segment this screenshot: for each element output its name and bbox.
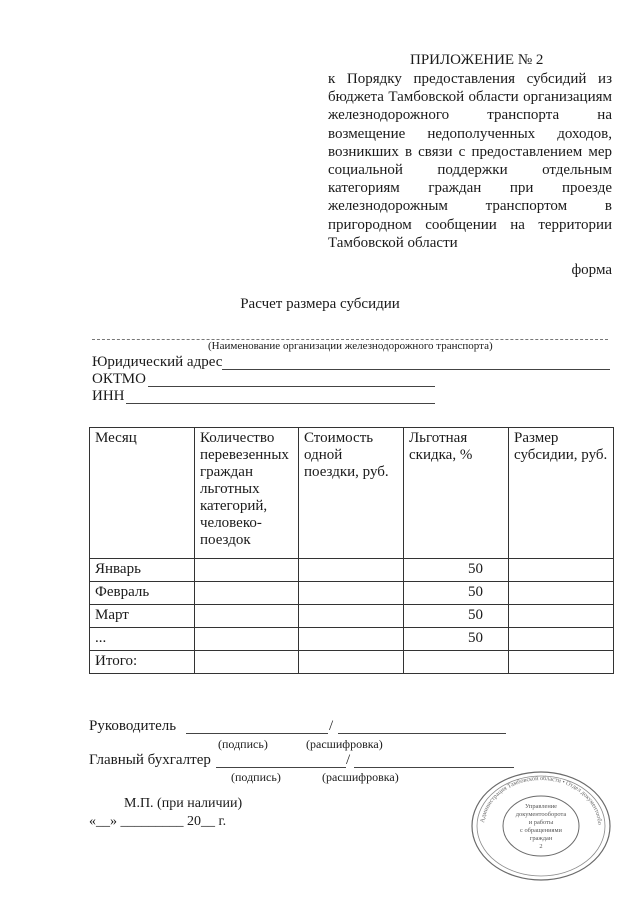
stamp-line: и работы [528, 819, 554, 826]
month-cell: ... [90, 628, 195, 651]
inn-line [126, 403, 435, 404]
month-cell: Март [90, 605, 195, 628]
passenger-count-cell [195, 628, 299, 651]
appendix-title: ПРИЛОЖЕНИЕ № 2 [410, 52, 544, 68]
appendix-text: к Порядку предоставления субсидий из бюджета Тамбовской области организациям железнодорожного транспорта на возмещение недополученных доходов, возникших в связи с предоставлением мер социальной поддержки отдельным категориям граждан при проезде железнодорожным транспортом в пригородном сообщении на территории Тамбовской области [328, 71, 612, 251]
subsidy-calculation-table [89, 427, 614, 674]
total-subsidy-amount-cell [509, 651, 614, 674]
head-signature-separator: / [329, 718, 334, 734]
header-subsidy-amount: Размер субсидии, руб. [509, 428, 614, 559]
accountant-decode-caption: (расшифровка) [322, 770, 399, 784]
header-trip-cost: Стоимость одной поездки, руб. [299, 428, 404, 559]
discount-cell: 50 [404, 628, 509, 651]
passenger-count-cell [195, 605, 299, 628]
subsidy-amount-cell [509, 582, 614, 605]
head-decode-caption: (расшифровка) [306, 737, 383, 751]
stamp-line: документооборота [515, 811, 567, 818]
accountant-sign-caption: (подпись) [231, 770, 281, 784]
table-row [90, 628, 614, 651]
head-signature-label: Руководитель [89, 718, 177, 734]
oktmo-line [148, 386, 435, 387]
date-line: «__» _________ 20__ г. [89, 814, 227, 829]
head-decode-line [338, 733, 506, 734]
org-name-caption: (Наименование организации железнодорожного транспорта) [208, 340, 493, 352]
table-total-row [90, 651, 614, 674]
trip-cost-cell [299, 582, 404, 605]
subsidy-amount-cell [509, 559, 614, 582]
table-row [90, 605, 614, 628]
stamp-line: с обращениями [520, 827, 562, 834]
table-row [90, 582, 614, 605]
form-label: форма [571, 262, 612, 278]
month-cell: Январь [90, 559, 195, 582]
header-discount: Льготная скидка, % [404, 428, 509, 559]
stamp-line: граждан [529, 835, 553, 842]
total-label-cell: Итого: [90, 651, 195, 674]
table-header-row [90, 428, 614, 559]
document-title: Расчет размера субсидии [240, 296, 400, 312]
accountant-signature-separator: / [346, 752, 351, 768]
accountant-signature-label: Главный бухгалтер [89, 752, 211, 768]
stamp-line: 2 [539, 843, 543, 850]
subsidy-amount-cell [509, 628, 614, 651]
discount-cell: 50 [404, 582, 509, 605]
total-trip-cost-cell [299, 651, 404, 674]
total-passenger-count-cell [195, 651, 299, 674]
inn-label: ИНН [92, 388, 125, 404]
table-row [90, 559, 614, 582]
trip-cost-cell [299, 628, 404, 651]
legal-address-label: Юридический адрес [92, 354, 223, 370]
passenger-count-cell [195, 582, 299, 605]
discount-cell: 50 [404, 605, 509, 628]
seal-note: М.П. (при наличии) [124, 796, 243, 811]
discount-cell: 50 [404, 559, 509, 582]
stamp-line: Управление [524, 803, 558, 810]
passenger-count-cell [195, 559, 299, 582]
oktmo-label: ОКТМО [92, 371, 146, 387]
header-passenger-count: Количество перевезенных граждан льготных категорий, человеко-поездок [195, 428, 299, 559]
subsidy-amount-cell [509, 605, 614, 628]
trip-cost-cell [299, 605, 404, 628]
head-signature-line [186, 733, 328, 734]
official-stamp [470, 770, 612, 882]
head-sign-caption: (подпись) [218, 737, 268, 751]
trip-cost-cell [299, 559, 404, 582]
total-discount-cell [404, 651, 509, 674]
legal-address-line [222, 369, 610, 370]
accountant-decode-line [354, 767, 514, 768]
stamp-outer-text: Администрация Тамбовской области • Отдел документообо [479, 774, 604, 826]
header-month: Месяц [90, 428, 195, 559]
accountant-signature-line [216, 767, 346, 768]
month-cell: Февраль [90, 582, 195, 605]
